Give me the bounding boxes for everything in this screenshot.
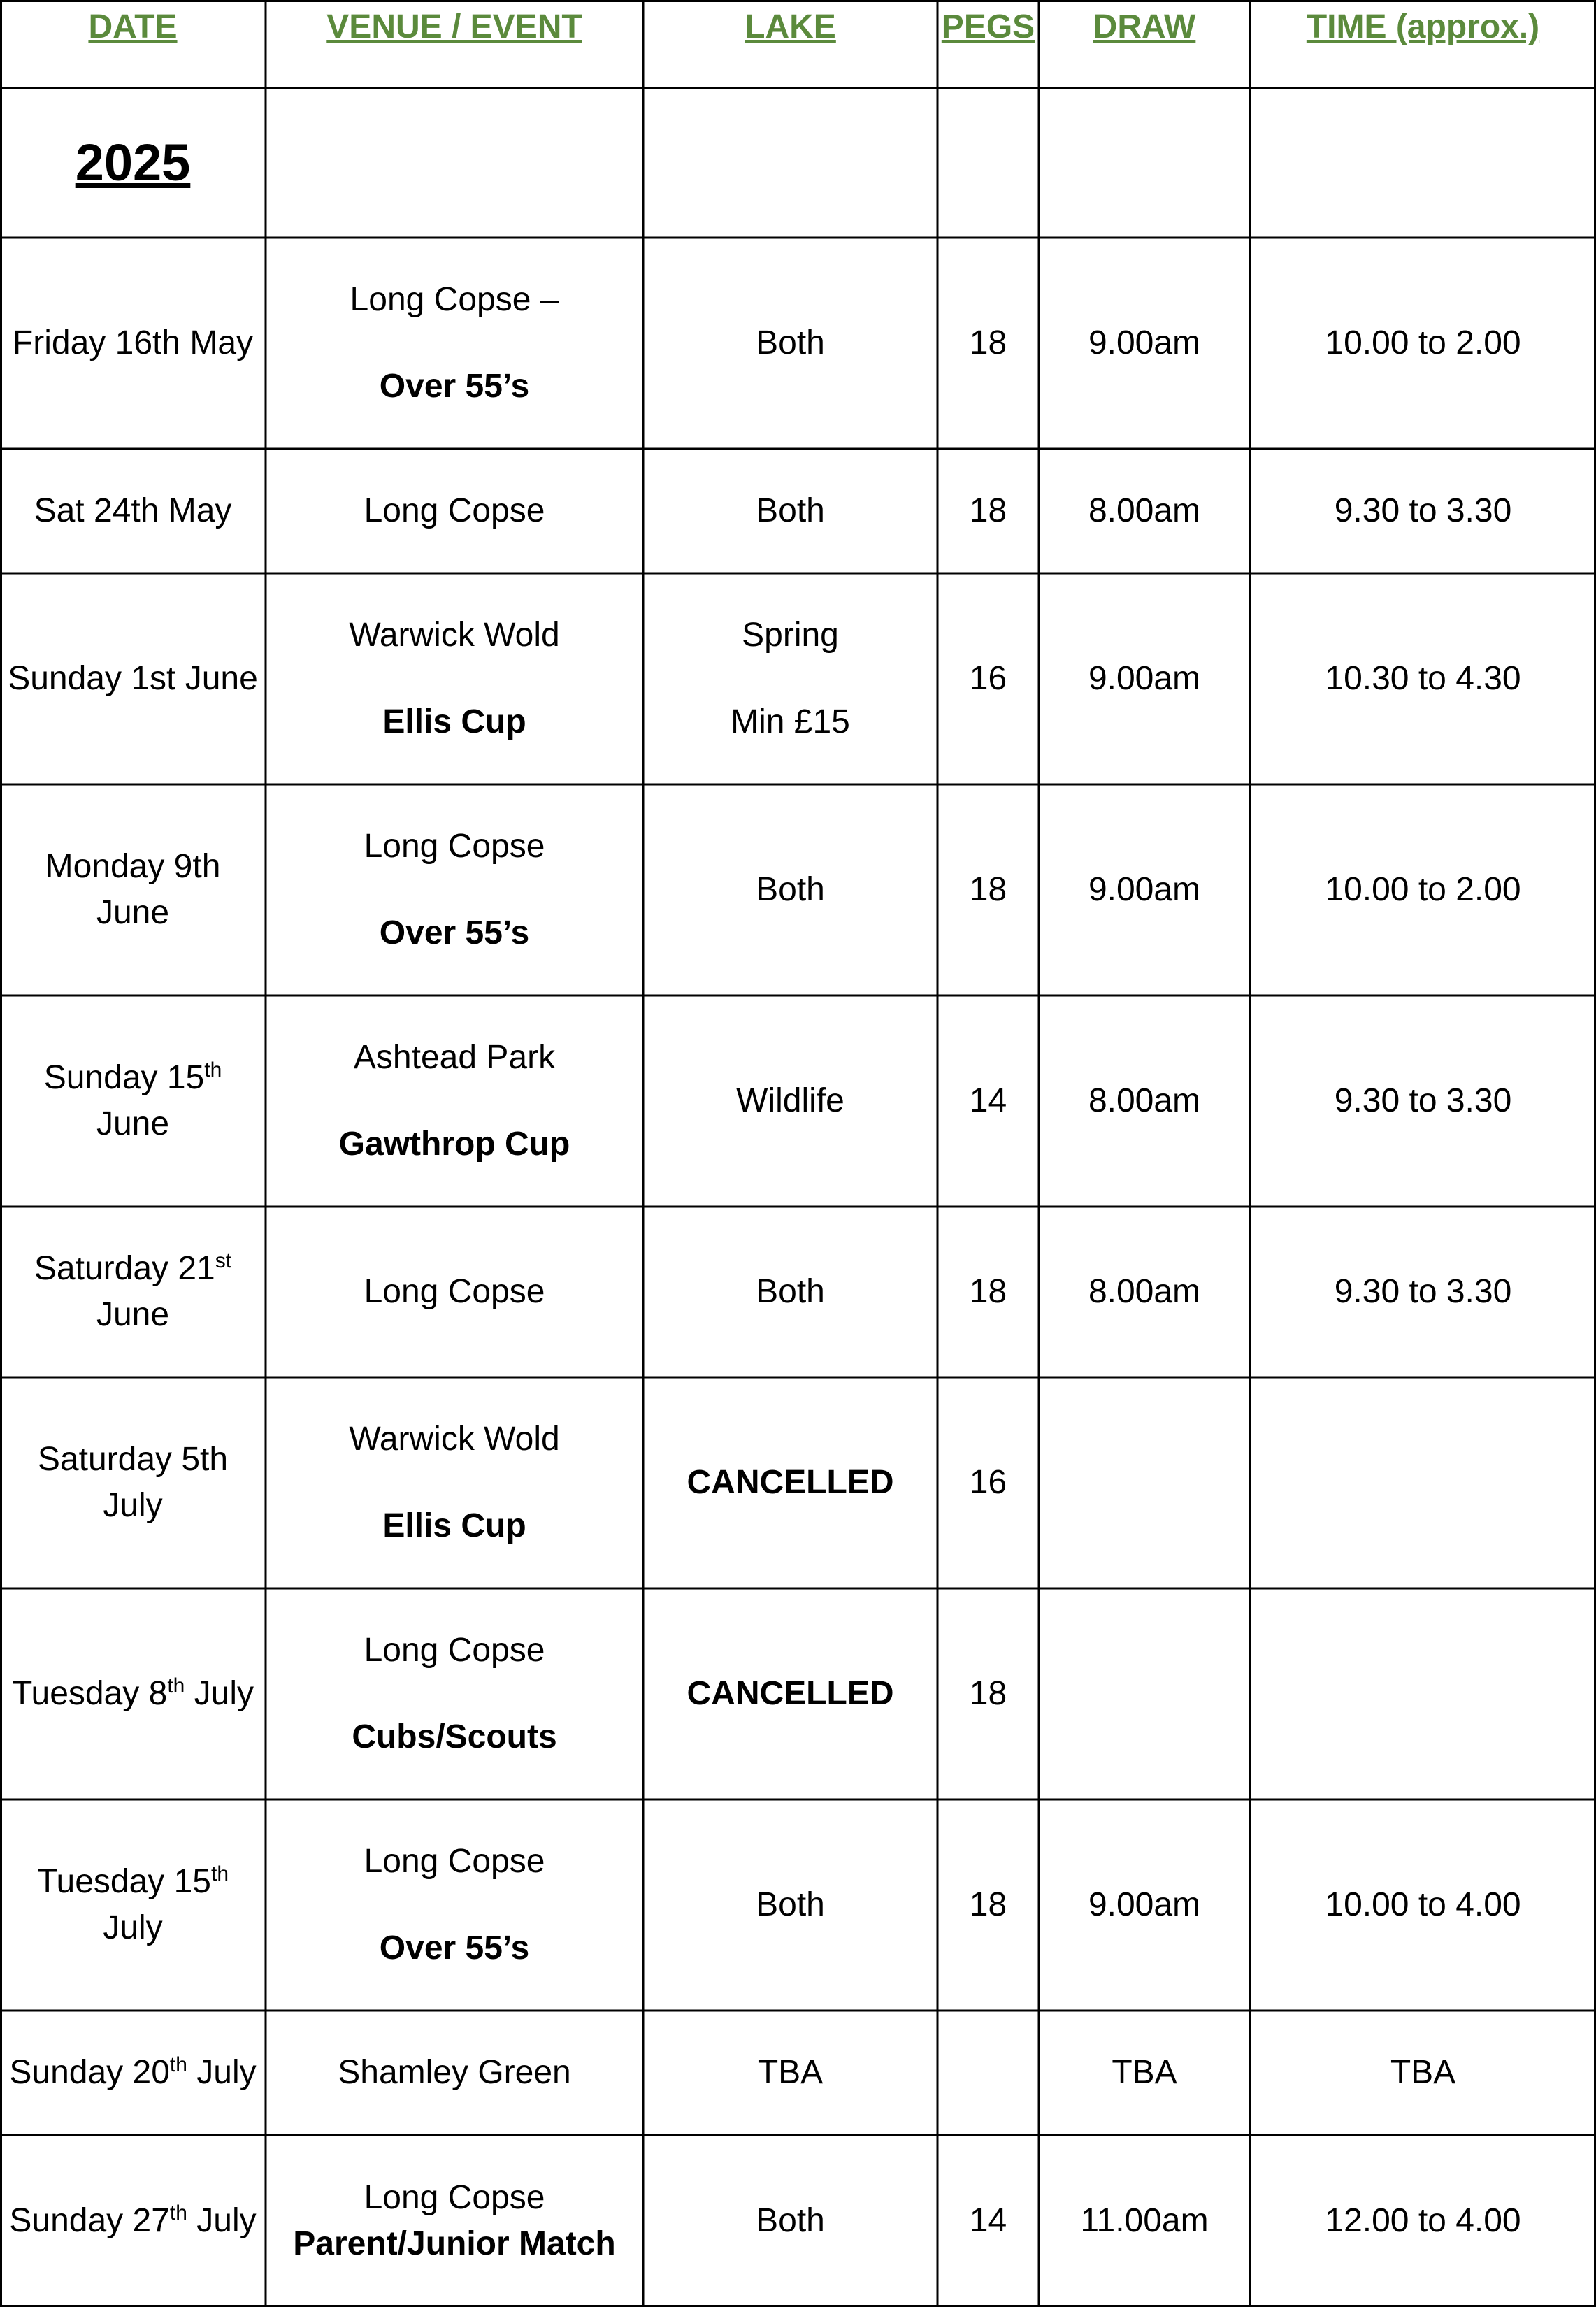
cell-text: Warwick Wold xyxy=(349,616,560,654)
date-text: Saturday 21st xyxy=(34,1249,232,1287)
cell-text: 11.00am xyxy=(1080,2201,1209,2239)
cell-text: Both xyxy=(756,2201,825,2239)
ordinal-suffix: th xyxy=(167,1674,185,1697)
date-text: Tuesday 8th July xyxy=(11,1674,254,1712)
cell-text: Sunday 1st June xyxy=(8,659,258,697)
cell-text: Ashtead Park xyxy=(353,1038,556,1076)
cancelled-label: CANCELLED xyxy=(686,1463,894,1501)
cell-text: Both xyxy=(756,1885,825,1923)
cell-text: Sat 24th May xyxy=(34,491,232,529)
cell-text: Warwick Wold xyxy=(349,1420,560,1458)
cell-text: 9.30 to 3.30 xyxy=(1334,491,1512,529)
cell-text: DRAW xyxy=(1093,8,1196,45)
cell-text: 9.00am xyxy=(1088,659,1201,697)
cell-text: 18 xyxy=(969,491,1007,529)
cell-text: Long Copse xyxy=(364,491,545,529)
cell-text: July xyxy=(103,1487,163,1524)
date-text: Sunday 15th xyxy=(43,1058,222,1096)
cell-text: June xyxy=(96,1105,170,1142)
cell-text: June xyxy=(96,1296,170,1333)
cell-text: 18 xyxy=(969,324,1007,361)
cell-text: Over 55’s xyxy=(379,1929,530,1967)
cell-text: Both xyxy=(756,324,825,361)
cell-text: Ellis Cup xyxy=(382,703,526,740)
date-text: Tuesday 15th xyxy=(36,1862,229,1900)
cell-text: June xyxy=(96,894,170,931)
ordinal-suffix: th xyxy=(169,2201,187,2225)
cell-text: 14 xyxy=(969,2201,1007,2239)
cell-text: Gawthrop Cup xyxy=(338,1126,570,1163)
cell-text: Both xyxy=(756,491,825,529)
ordinal-suffix: th xyxy=(204,1058,222,1081)
cell-text: 10.00 to 2.00 xyxy=(1325,870,1521,908)
cell-text: DATE xyxy=(88,8,178,45)
cell-text: Long Copse xyxy=(364,827,545,865)
cell-text: 8.00am xyxy=(1088,1081,1201,1119)
cell-text: 10.00 to 4.00 xyxy=(1325,1885,1521,1923)
cell-text: 8.00am xyxy=(1088,1272,1201,1310)
ordinal-suffix: th xyxy=(169,2053,187,2076)
cell-text: Over 55’s xyxy=(379,368,530,405)
cell-text: Shamley Green xyxy=(338,2053,571,2091)
cell-text: 2025 xyxy=(75,133,191,192)
cell-text: Both xyxy=(756,1272,825,1310)
cell-text: 8.00am xyxy=(1088,491,1201,529)
cell-text: July xyxy=(103,1909,163,1946)
cell-text: Long Copse xyxy=(364,2178,545,2216)
cell-text: 10.00 to 2.00 xyxy=(1325,324,1521,361)
cell-text: Saturday 5th xyxy=(37,1440,229,1478)
cell-text: 12.00 to 4.00 xyxy=(1325,2201,1521,2239)
cell-text: 16 xyxy=(969,659,1007,697)
cell-text: LAKE xyxy=(745,8,836,45)
cell-text: 18 xyxy=(969,1885,1007,1923)
ordinal-suffix: th xyxy=(211,1862,229,1885)
cell-text: VENUE / EVENT xyxy=(326,8,582,45)
cell-text: Cubs/Scouts xyxy=(352,1718,557,1755)
cell-text: 9.00am xyxy=(1088,1885,1201,1923)
cancelled-label: CANCELLED xyxy=(686,1674,894,1712)
cell-text: 18 xyxy=(969,870,1007,908)
cell-text: Wildlife xyxy=(736,1081,844,1119)
cell-text: 18 xyxy=(969,1674,1007,1712)
cell-text: Monday 9th xyxy=(45,847,221,885)
cell-text: 14 xyxy=(969,1081,1007,1119)
cell-text: Ellis Cup xyxy=(382,1507,526,1544)
cell-text: Long Copse – xyxy=(350,280,559,318)
cell-text: Spring xyxy=(742,616,839,654)
cell-text: Parent/Junior Match xyxy=(293,2225,616,2262)
cell-text: TBA xyxy=(1112,2053,1177,2091)
cell-text: Min £15 xyxy=(731,703,850,740)
cell-text: 9.30 to 3.30 xyxy=(1334,1272,1512,1310)
date-text: Sunday 20th July xyxy=(9,2053,257,2091)
cell-text: 9.00am xyxy=(1088,870,1201,908)
cell-text: 9.00am xyxy=(1088,324,1201,361)
cell-text: Friday 16th May xyxy=(12,324,254,361)
cell-text: Long Copse xyxy=(364,1631,545,1669)
cell-text: Long Copse xyxy=(364,1272,545,1310)
cell-text: Over 55’s xyxy=(379,914,530,951)
cell-text: 16 xyxy=(969,1463,1007,1501)
cell-text: TIME (approx.) xyxy=(1306,8,1540,45)
cell-text: 10.30 to 4.30 xyxy=(1325,659,1521,697)
cell-text: TBA xyxy=(1390,2053,1456,2091)
cell-text: 18 xyxy=(969,1272,1007,1310)
cell-text: Long Copse xyxy=(364,1842,545,1880)
cell-text: PEGS xyxy=(941,8,1035,45)
date-text: Sunday 27th July xyxy=(9,2201,257,2239)
cell-text: 9.30 to 3.30 xyxy=(1334,1081,1512,1119)
cell-text: TBA xyxy=(757,2053,824,2091)
ordinal-suffix: st xyxy=(215,1249,232,1272)
cell-text: Both xyxy=(756,870,825,908)
